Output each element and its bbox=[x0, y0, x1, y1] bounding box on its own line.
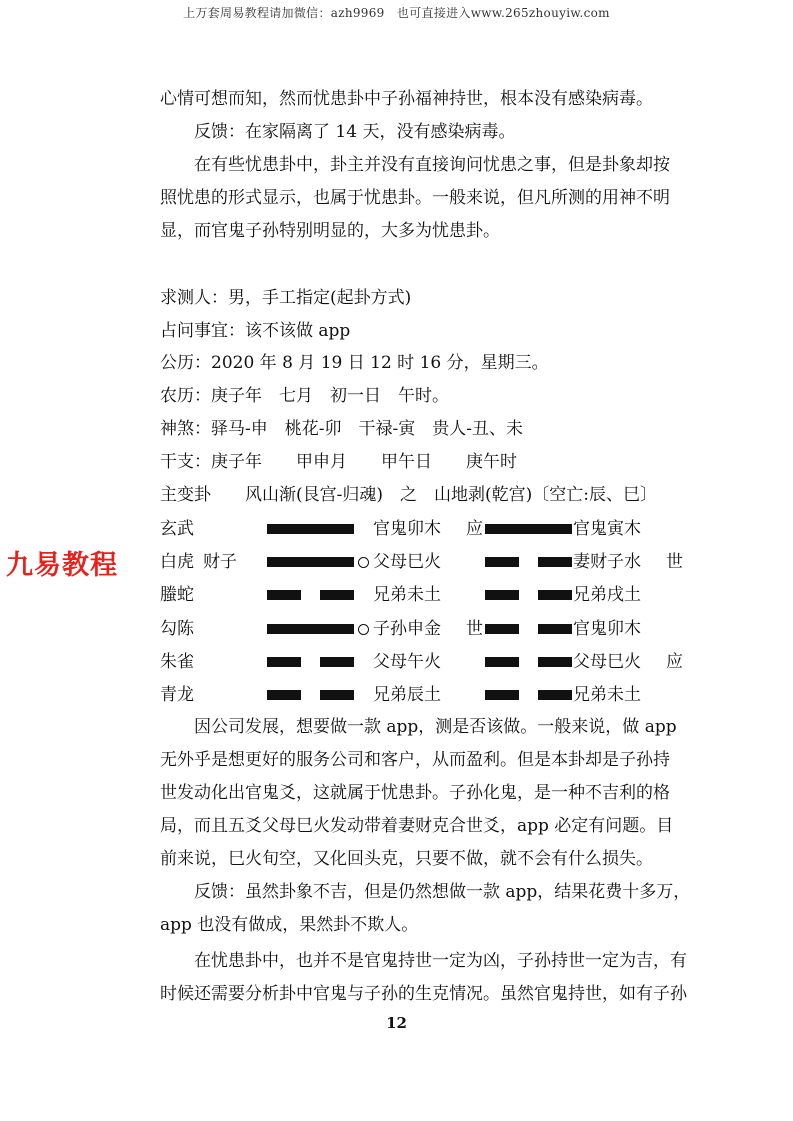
main-yao-yin-line-right bbox=[320, 690, 354, 700]
six-god-label: 白虎 bbox=[160, 552, 194, 573]
six-god-label: 青龙 bbox=[160, 685, 194, 705]
main-yao-label: 兄弟未土 bbox=[373, 585, 441, 606]
change-yao-yin-line-left bbox=[485, 590, 519, 600]
case-shensha: 神煞：驿马-申 桃花-卯 干禄-寅 贵人-丑、未 bbox=[160, 419, 523, 439]
case-lunar-date: 农历：庚子年 七月 初一日 午时。 bbox=[160, 386, 449, 406]
body-line-3: 世发动化出官鬼爻，这就属于忧患卦。子孙化鬼，是一种不吉利的格 bbox=[160, 783, 670, 803]
body-line-7: app 也没有做成，果然卦不欺人。 bbox=[160, 915, 419, 935]
main-yao-label: 父母巳火 bbox=[373, 552, 441, 573]
change-yao-yin-line-left bbox=[485, 557, 519, 567]
main-yao-label: 父母午火 bbox=[373, 651, 441, 672]
change-yao-yin-line-right bbox=[538, 690, 572, 700]
main-yao-yin-line-left bbox=[267, 690, 301, 700]
main-yao-yang-line bbox=[267, 624, 354, 634]
case-solar-date: 公历：2020 年 8 月 19 日 12 时 16 分，星期三。 bbox=[160, 353, 549, 373]
six-god-label: 朱雀 bbox=[160, 651, 194, 672]
main-yao-yin-line-right bbox=[320, 590, 354, 600]
change-yao-label: 妻财子水 bbox=[573, 552, 641, 573]
intro-line-1: 心情可想而知，然而忧患卦中子孙福神持世，根本没有感染病毒。 bbox=[160, 89, 653, 109]
change-yao-yin-line-right bbox=[538, 657, 572, 667]
page-number: 12 bbox=[386, 1014, 407, 1032]
main-yao-yang-line bbox=[267, 524, 354, 534]
intro-line-5: 显，而官鬼子孙特别明显的，大多为忧患卦。 bbox=[160, 221, 500, 241]
intro-line-4: 照忧患的形式显示，也属于忧患卦。一般来说，但凡所测的用神不明 bbox=[160, 188, 670, 208]
moving-yao-circle-icon bbox=[358, 624, 369, 635]
body-line-8: 在忧患卦中，也并不是官鬼持世一定为凶，子孙持世一定为吉，有 bbox=[194, 951, 687, 971]
change-yao-label: 兄弟未土 bbox=[573, 685, 641, 705]
intro-line-3: 在有些忧患卦中，卦主并没有直接询问忧患之事，但是卦象却按 bbox=[194, 155, 670, 175]
main-yao-label: 兄弟辰土 bbox=[373, 685, 441, 705]
change-yao-label: 官鬼卯木 bbox=[573, 618, 641, 639]
shi-ying-mark: 世 bbox=[466, 618, 483, 639]
case-asker: 求测人：男，手工指定(起卦方式) bbox=[160, 288, 412, 308]
change-yao-label: 兄弟戌土 bbox=[573, 585, 641, 606]
fushen-label: 财子 bbox=[203, 552, 237, 573]
change-yao-label: 父母巳火 bbox=[573, 651, 641, 672]
change-yao-yang-line bbox=[485, 524, 572, 534]
main-yao-label: 官鬼卯木 bbox=[373, 519, 441, 539]
case-gua: 主变卦 风山渐(艮宫-归魂) 之 山地剥(乾宫)〔空亡:辰、巳〕 bbox=[160, 485, 657, 505]
change-yao-yin-line-right bbox=[538, 557, 572, 567]
six-god-label: 勾陈 bbox=[160, 618, 194, 639]
shi-ying-mark: 应 bbox=[466, 519, 483, 539]
watermark-header: 上万套周易教程请加微信：azh9969 也可直接进入www.265zhouyiw.com bbox=[183, 6, 610, 20]
case-question: 占问事宜：该不该做 app bbox=[160, 321, 351, 341]
six-god-label: 玄武 bbox=[160, 519, 194, 539]
change-shi-ying-mark: 世 bbox=[666, 552, 683, 573]
body-line-4: 局，而且五爻父母巳火发动带着妻财克合世爻，app 必定有问题。目 bbox=[160, 816, 674, 836]
change-yao-yin-line-left bbox=[485, 657, 519, 667]
body-line-5: 前来说，巳火旬空，又化回头克，只要不做，就不会有什么损失。 bbox=[160, 849, 653, 869]
change-shi-ying-mark: 应 bbox=[666, 651, 683, 672]
change-yao-yin-line-right bbox=[538, 590, 572, 600]
change-yao-label: 官鬼寅木 bbox=[573, 519, 641, 539]
moving-yao-circle-icon bbox=[358, 557, 369, 568]
body-line-9: 时候还需要分析卦中官鬼与子孙的生克情况。虽然官鬼持世，如有子孙 bbox=[160, 984, 687, 1004]
body-line-2: 无外乎是想更好的服务公司和客户，从而盈利。但是本卦却是子孙持 bbox=[160, 750, 670, 770]
main-yao-yang-line bbox=[267, 557, 354, 567]
change-yao-yin-line-left bbox=[485, 624, 519, 634]
change-yao-yin-line-right bbox=[538, 624, 572, 634]
six-god-label: 螣蛇 bbox=[160, 585, 194, 606]
case-ganzhi: 干支：庚子年 甲申月 甲午日 庚午时 bbox=[160, 452, 517, 472]
intro-line-2: 反馈：在家隔离了 14 天，没有感染病毒。 bbox=[194, 122, 516, 142]
main-yao-yin-line-left bbox=[267, 590, 301, 600]
main-yao-yin-line-right bbox=[320, 657, 354, 667]
brand-logo: 九易教程 bbox=[6, 550, 118, 581]
main-yao-yin-line-left bbox=[267, 657, 301, 667]
change-yao-yin-line-left bbox=[485, 690, 519, 700]
body-line-1: 因公司发展，想要做一款 app，测是否该做。一般来说，做 app bbox=[194, 717, 677, 737]
main-yao-label: 子孙申金 bbox=[373, 618, 441, 639]
body-line-6: 反馈：虽然卦象不吉，但是仍然想做一款 app，结果花费十多万， bbox=[194, 882, 691, 902]
